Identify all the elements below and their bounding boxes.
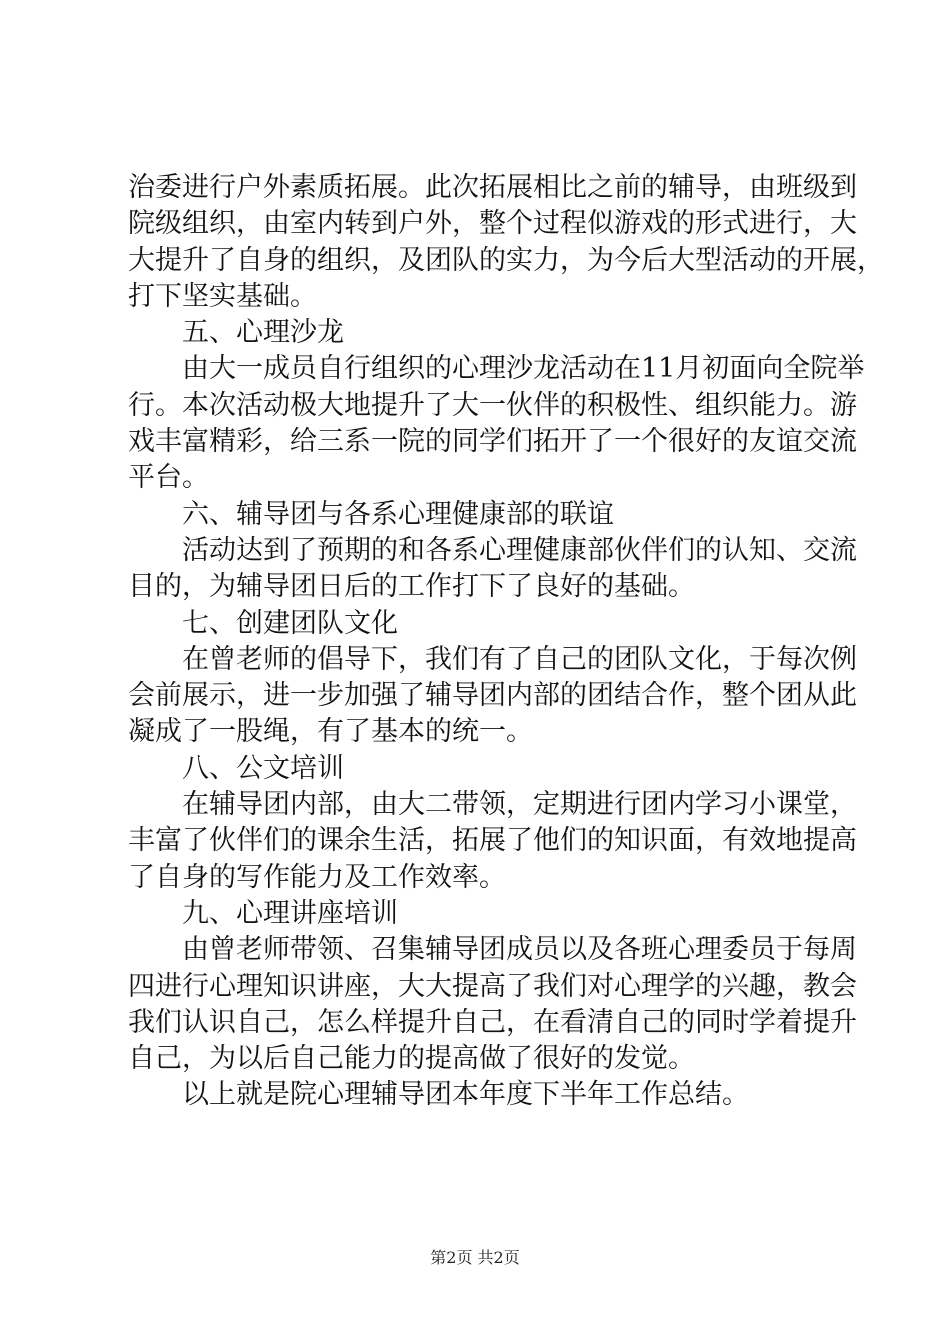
body-line: 打下坚实基础。: [128, 280, 317, 312]
body-line: 戏丰富精彩，给三系一院的同学们拓开了一个很好的友谊交流: [128, 426, 857, 458]
page-footer: 第2页 共2页: [430, 1248, 520, 1267]
body-line: 了自身的写作能力及工作效率。: [128, 861, 506, 893]
body-line: 大提升了自身的组织，及团队的实力，为今后大型活动的开展，: [128, 244, 884, 276]
document-body: [128, 170, 884, 1114]
body-line: 五、心理沙龙: [182, 317, 344, 349]
body-line: 七、创建团队文化: [182, 607, 398, 639]
body-line: 治委进行户外素质拓展。此次拓展相比之前的辅导，由班级到: [128, 172, 857, 203]
body-line: 院级组织，由室内转到户外，整个过程似游戏的形式进行，大: [128, 208, 857, 240]
body-line: 在辅导团内部，由大二带领，定期进行团内学习小课堂，: [182, 789, 857, 821]
body-line: 丰富了伙伴们的课余生活，拓展了他们的知识面，有效地提高: [128, 825, 857, 857]
body-line: 以上就是院心理辅导团本年度下半年工作总结。: [182, 1079, 749, 1111]
body-line: 平台。: [128, 462, 209, 494]
body-line: 活动达到了预期的和各系心理健康部伙伴们的认知、交流: [182, 534, 857, 566]
body-line: 四进行心理知识讲座，大大提高了我们对心理学的兴趣，教会: [128, 970, 857, 1002]
body-line: 自己，为以后自己能力的提高做了很好的发觉。: [128, 1043, 695, 1075]
body-line: 由大一成员自行组织的心理沙龙活动在11月初面向全院举: [182, 353, 865, 385]
body-line: 会前展示，进一步加强了辅导团内部的团结合作，整个团从此: [128, 680, 857, 712]
body-line: 我们认识自己，怎么样提升自己，在看清自己的同时学着提升: [128, 1006, 857, 1038]
body-line: 在曾老师的倡导下，我们有了自己的团队文化，于每次例: [182, 643, 857, 675]
body-line: 九、心理讲座培训: [182, 897, 398, 929]
body-line: 目的，为辅导团日后的工作打下了良好的基础。: [128, 571, 695, 603]
body-line: 行。本次活动极大地提升了大一伙伴的积极性、组织能力。游: [128, 389, 857, 421]
body-line: 六、辅导团与各系心理健康部的联谊: [182, 498, 614, 530]
body-line: 八、公文培训: [182, 752, 344, 784]
body-line: 由曾老师带领、召集辅导团成员以及各班心理委员于每周: [182, 934, 857, 966]
body-line: 凝成了一股绳，有了基本的统一。: [128, 716, 533, 748]
